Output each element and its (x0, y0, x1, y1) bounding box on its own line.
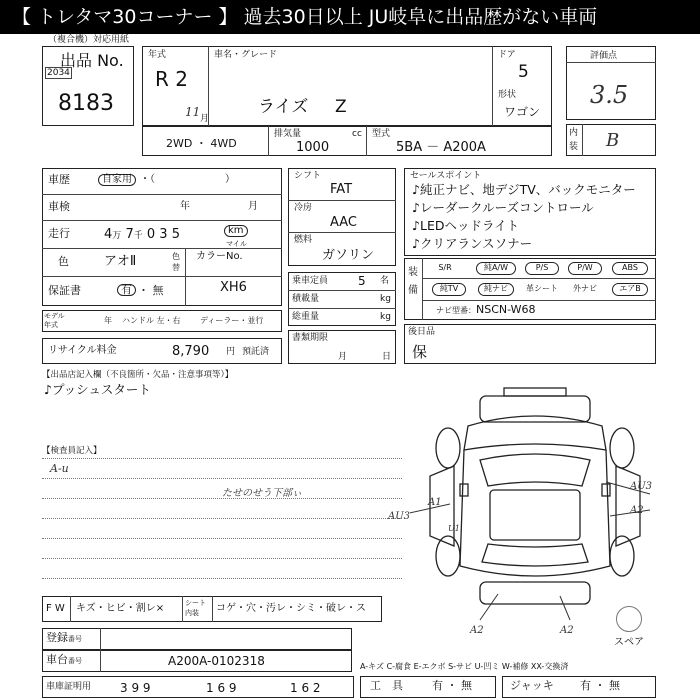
year-month: 11 (185, 105, 201, 119)
drive: 2WD ・ 4WD (166, 137, 237, 150)
capacity-label: 乗車定員 (292, 276, 329, 286)
tools-label: 工 具 (370, 679, 403, 692)
equip-airbag: エアB (612, 283, 648, 296)
cert-height: 1 6 2 (290, 681, 321, 695)
cert-label: 車庫証明用 (46, 682, 92, 692)
model-year-label-bottom: 年式 (44, 321, 58, 329)
mark-bottom-left: A2 (470, 625, 484, 636)
seat-label-bottom: 内装 (185, 609, 199, 617)
inspector-note-1: A-u (50, 462, 69, 475)
mark-left-2: A1 (428, 497, 442, 508)
shift-value: FAT (330, 182, 353, 197)
warranty-yes: 有 (117, 284, 136, 296)
later-date-box (404, 324, 656, 364)
displacement-unit: cc (352, 129, 362, 139)
car-grade: Z (335, 97, 347, 117)
mark-right: AU3 (630, 481, 653, 492)
name-grade-label: 車名・グレード (214, 50, 278, 60)
equip-tv: 純TV (432, 283, 466, 296)
model-year-handle: ハンドル 左・右 (122, 316, 181, 325)
tools-value: 有 ・ 無 (432, 679, 472, 692)
fw-items: キズ・ヒビ・割レ× (76, 603, 165, 614)
gross-unit: kg (380, 312, 391, 322)
sales-point-4: ♪クリアランスソナー (412, 236, 533, 251)
color-value: アオⅡ (104, 254, 137, 269)
model-label: 型式 (372, 129, 391, 139)
equip-ps: P/S (525, 262, 559, 275)
cert-length: 3 9 9 (120, 681, 151, 695)
warranty-no: ・ 無 (138, 284, 164, 297)
interior-label-bottom: 装 (569, 142, 579, 152)
spare-label: スペア (614, 637, 644, 648)
model-value: 5BA － A200A (396, 140, 486, 155)
load-label: 積載量 (292, 294, 320, 304)
registration-row (42, 628, 352, 650)
score-label: 評価点 (590, 51, 618, 61)
equipment-label-bottom: 備 (408, 285, 418, 296)
seat-label-top: シート (185, 599, 206, 607)
capacity-unit: 名 (380, 276, 390, 286)
registration-label: 登録番号 (46, 631, 82, 644)
score-value: 3.5 (590, 81, 629, 109)
mark-bottom-right: A2 (560, 625, 574, 636)
history-value: 自家用 (98, 174, 136, 186)
spare-circle (616, 606, 642, 632)
chassis-value: A200A-0102318 (168, 654, 265, 668)
mileage-label: 走行 (48, 227, 70, 240)
lot-number: 8183 (58, 91, 114, 116)
inspection-month: 月 (248, 201, 258, 212)
subheading: （複合機）対応用紙 (48, 35, 130, 45)
equip-sr: S/R (438, 263, 452, 272)
car-name: ライズ (258, 97, 309, 117)
equip-ext-navi: 外ナビ (573, 284, 597, 293)
model-year-year: 年 (104, 316, 112, 325)
damage-legend: A-キズ C-腐食 E-エクボ S-サビ U-凹ミ W-補修 XX-交換済 (360, 662, 569, 671)
jack-value: 有 ・ 無 (580, 679, 620, 692)
shift-label: シフト (294, 171, 322, 181)
inspector-label: 【検査員記入】 (42, 446, 102, 456)
color-change-top: 色 (172, 252, 180, 261)
mileage-mile: マイル (226, 240, 247, 248)
recycle-value: 8,790 (172, 344, 210, 359)
later-date-label: 後日品 (408, 327, 436, 337)
sales-point-3: ♪LEDヘッドライト (412, 218, 520, 233)
jack-label: ジャッキ (510, 679, 554, 692)
color-no-label: カラーNo. (196, 251, 243, 262)
car-diagram (410, 386, 660, 630)
equip-pw: P/W (568, 262, 602, 275)
model-year-label-top: モデル (44, 312, 65, 320)
mark-left: AU3 (388, 511, 411, 522)
sales-points-label: セールスポイント (410, 171, 482, 181)
ac-value: AAC (330, 215, 357, 230)
year-month-unit: 月 (200, 114, 210, 124)
recycle-label: リサイクル料金 (48, 345, 117, 356)
later-date-value: 保 (412, 343, 428, 361)
inspection-year: 年 (180, 201, 190, 212)
fuel-value: ガソリン (322, 248, 375, 263)
year-label: 年式 (148, 50, 167, 60)
mileage-km: km (224, 225, 248, 237)
equip-abs: ABS (612, 262, 648, 275)
equipment-label-top: 装 (408, 267, 418, 278)
model-year-dealer: ディーラー・並行 (200, 316, 264, 325)
fuel-label: 燃料 (294, 235, 313, 245)
mark-right-2: A2 (630, 505, 644, 516)
equip-navi: 純ナビ (478, 283, 514, 296)
sales-point-2: ♪レーダークルーズコントロール (412, 200, 594, 215)
seat-items: コゲ・穴・汚レ・シミ・破レ・ス (216, 603, 366, 614)
lot-label: 出品 No. (60, 51, 124, 70)
color-change-bottom: 替 (172, 263, 180, 272)
docs-day: 日 (382, 352, 392, 362)
capacity-value: 5 (358, 274, 366, 288)
shape-value: ワゴン (504, 105, 541, 119)
doors-value: 5 (518, 62, 529, 82)
inspection-label: 車検 (48, 200, 70, 213)
gross-label: 総重量 (292, 312, 320, 322)
sales-point-1: ♪純正ナビ、地デジTV、バックモニター (412, 182, 636, 197)
equip-alloy: 純A/W (476, 262, 516, 275)
equip-leather: 革シート (526, 284, 558, 293)
displacement-value: 1000 (296, 140, 330, 155)
shop-notes-text: ♪プッシュスタート (44, 382, 151, 397)
mark-inner: U1 (448, 524, 460, 533)
cert-width: 1 6 9 (206, 681, 237, 695)
mileage-digits: 4万 7千 0 3 5 (104, 227, 180, 242)
year-era: R 2 (155, 67, 188, 91)
color-label: 色 (58, 255, 69, 268)
recycle-note: 預託済 (242, 347, 270, 357)
history-rest: ・（ ） (140, 174, 235, 185)
recycle-unit: 円 (226, 347, 236, 357)
banner-text: 【 トレタマ30コーナー 】 過去30日以上 JU岐阜に出品歴がない車両 (12, 6, 598, 28)
lot-tag: 2034 (47, 68, 70, 78)
warranty-label: 保証書 (48, 284, 81, 297)
chassis-label: 車台番号 (46, 653, 82, 666)
navi-label: ナビ型番： (436, 306, 476, 315)
history-label: 車歴 (48, 173, 70, 186)
fw-label: F W (46, 603, 65, 614)
load-unit: kg (380, 294, 391, 304)
color-no-value: XH6 (220, 280, 247, 295)
docs-month: 月 (338, 352, 348, 362)
ac-label: 冷房 (294, 203, 313, 213)
doors-label: ドア (498, 50, 516, 60)
displacement-label: 排気量 (274, 129, 302, 139)
shop-notes-label: 【出品店記入欄（不良箇所・欠品・注意事項等）】 (42, 370, 234, 380)
shape-label: 形状 (498, 90, 517, 100)
interior-value: B (606, 130, 620, 151)
inspector-note-2: たせのせう下部ぃ (222, 488, 302, 499)
navi-model: NSCN-W68 (476, 303, 536, 316)
docs-label: 書類期限 (292, 333, 329, 343)
interior-label-top: 内 (569, 128, 579, 138)
